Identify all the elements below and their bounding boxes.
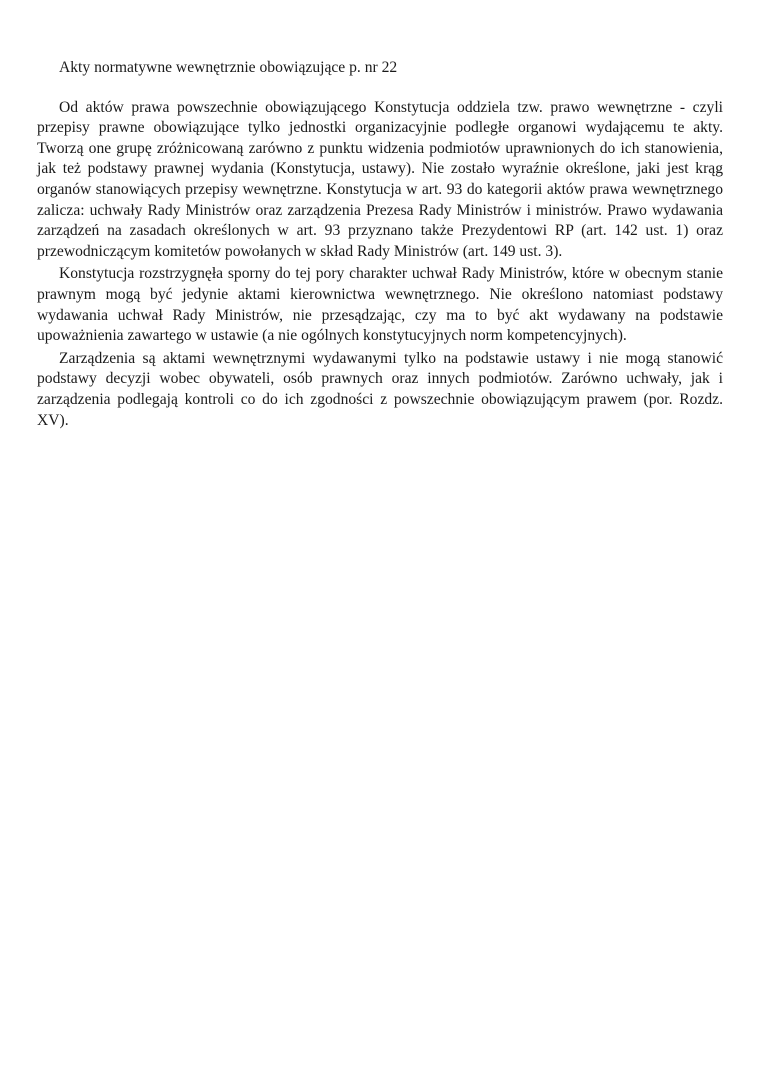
document-page xyxy=(37,58,723,431)
paragraph-ordinances: Zarządzenia są aktami wewnętrznymi wydawanymi tylko na podstawie ustawy i nie mogą stanowić podstawy decyzji wobec obywateli, osób prawnych oraz innych podmiotów. Zarówno uchwały, jak i zarządzenia podlegają kontroli co do ich zgodności z powszechnie obowiązującym prawem (por. Rozdz. XV). xyxy=(37,349,723,429)
paragraph-council-resolutions: Konstytucja rozstrzygnęła sporny do tej pory charakter uchwał Rady Ministrów, które w obecnym stanie prawnym mogą być jedynie aktami kierownictwa wewnętrznego. Nie określono natomiast podstawy wydawania uchwał Rady Ministrów, nie przesądzając, czy ma to być akt wydawany na podstawie upoważnienia zawartego w ustawie (a nie ogólnych konstytucyjnych norm kompetencyjnych). xyxy=(37,265,723,345)
document-title: Akty normatywne wewnętrznie obowiązujące p. nr 22 xyxy=(59,59,398,76)
paragraph-internal-law: Od aktów prawa powszechnie obowiązującego Konstytucja oddziela tzw. prawo wewnętrzne - czyli przepisy prawne obowiązujące tylko jednostki organizacyjnie podległe organowi wydającemu te akty. Tworzą one grupę zróżnicowaną zarówno z punktu widzenia podmiotów uprawnionych do ich stanowienia, jak też podstawy prawnej wydania (Konstytucja, ustawy). Nie zostało wyraźnie określone, jaki jest krąg organów stanowiących przepisy wewnętrzne. Konstytucja w art. 93 do kategorii aktów prawa wewnętrznego zalicza: uchwały Rady Ministrów oraz zarządzenia Prezesa Rady Ministrów i ministrów. Prawo wydawania zarządzeń na zasadach określonych w art. 93 przyznano także Prezydentowi RP (art. 142 ust. 1) oraz przewodniczącym komitetów powołanych w skład Rady Ministrów (art. 149 ust. 3). xyxy=(37,98,723,260)
